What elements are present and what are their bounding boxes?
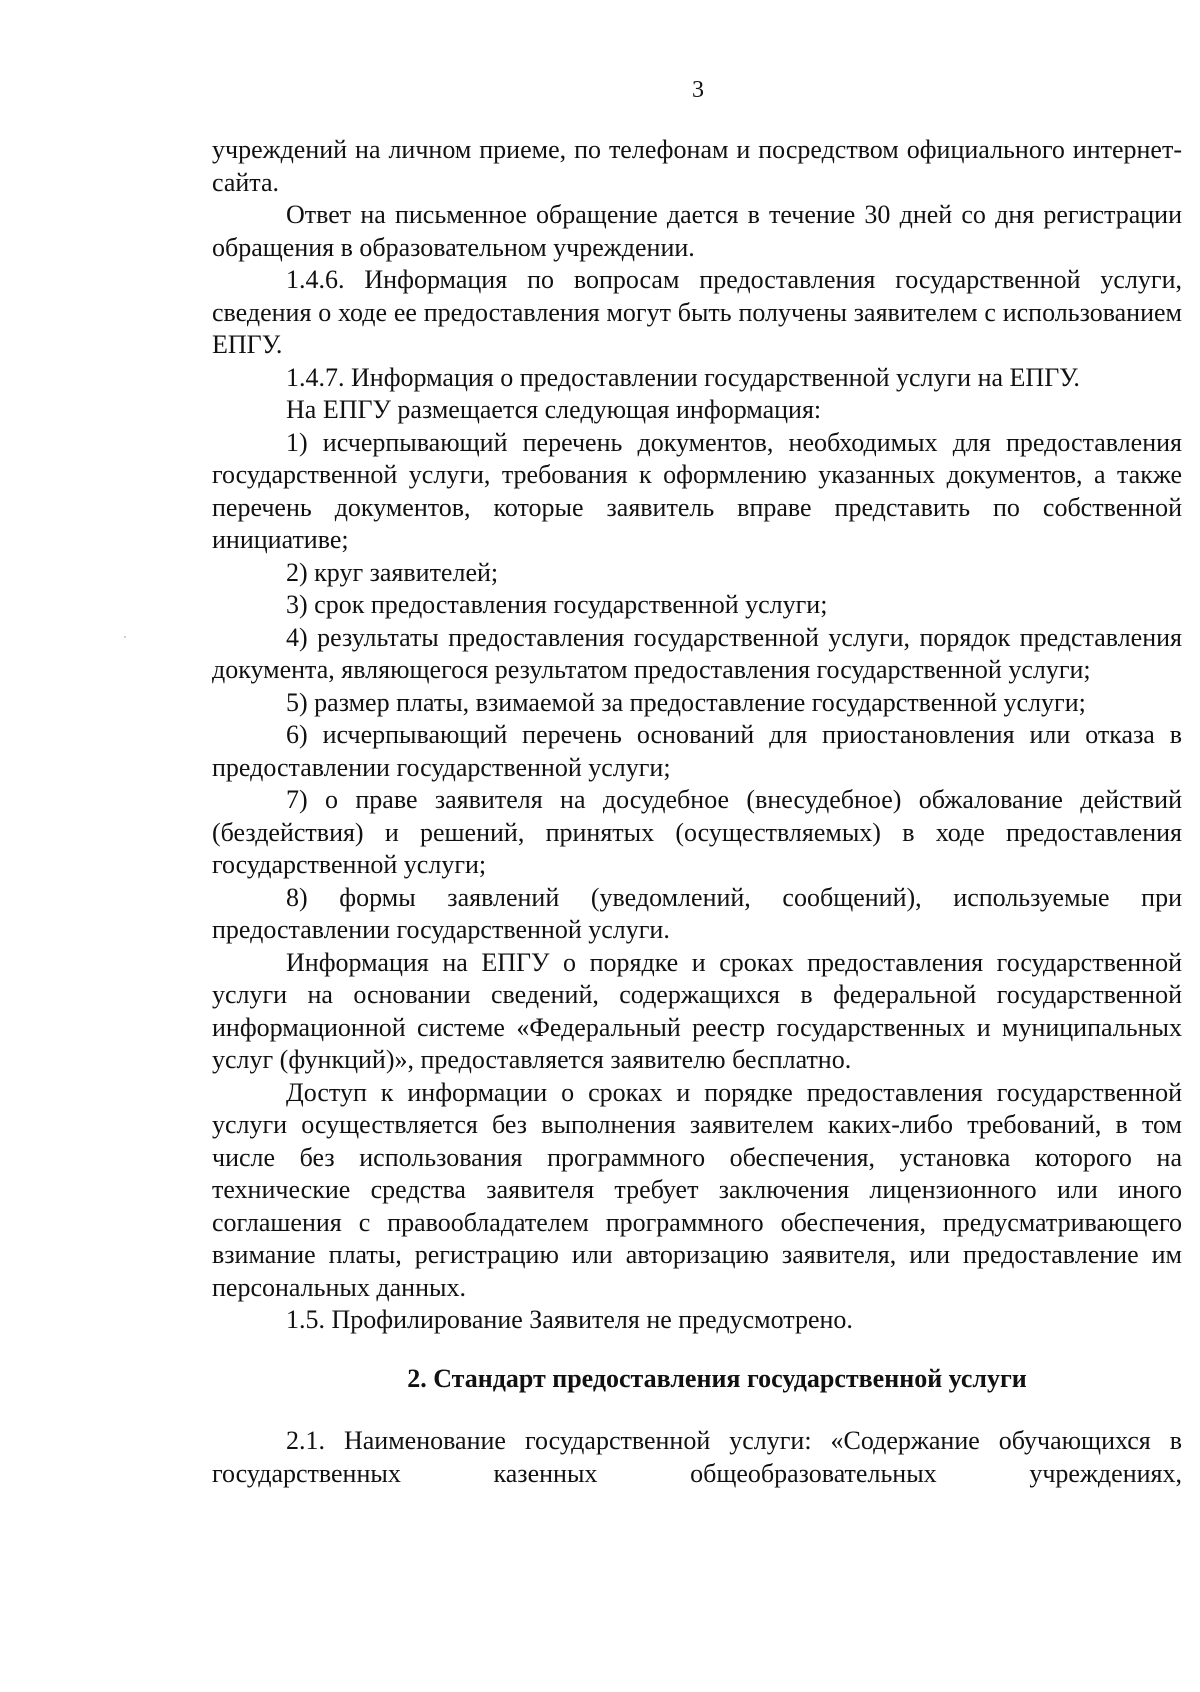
paragraph-1-5: 1.5. Профилирование Заявителя не предусмотрено. [286,1305,853,1334]
paragraph-1-4-7: 1.4.7. Информация о предоставлении государственной услуги на ЕПГУ. [286,362,1080,392]
list-item-3: 3) срок предоставления государственной услуги; [286,590,828,619]
paragraph-access-requirements: Доступ к информации о сроках и порядке предоставления государственной услуги осуществляется без выполнения заявителем каких-либо требований, в том числе без использования программного обеспечения, установка которого на технические средства заявителя требует заключения лицензионного или иного соглашения с правообладателем программного обеспечения, предусматривающего взимание платы, регистрацию или авторизацию заявителя, или предоставление им персональных данных. [212,1077,1182,1302]
paragraph-1-4-6: 1.4.6. Информация по вопросам предоставления государственной услуги, сведения о ходе ее предоставления могут быть получены заявителем с использованием ЕПГУ. [212,265,1182,359]
paragraph-epgu-info-intro: На ЕПГУ размещается следующая информация: [286,395,822,424]
list-item-8: 8) формы заявлений (уведомлений, сообщений), используемые при предоставлении государственной услуги. [212,882,1182,944]
paragraph-free-information: Информация на ЕПГУ о порядке и сроках предоставления государственной услуги на основании сведений, содержащихся в федеральной государственной информационной системе «Федеральный реестр государственных и муниципальных услуг (функций)», предоставляется заявителю бесплатно. [212,947,1182,1074]
page-number: 3 [692,77,704,103]
list-item-4: 4) результаты предоставления государственной услуги, порядок представления документа, являющегося результатом предоставления государственной услуги; [212,622,1182,684]
document-body [212,134,1182,1490]
paragraph-response-term: Ответ на письменное обращение дается в течение 30 дней со дня регистрации обращения в образовательном учреждении. [212,200,1182,262]
list-item-1: 1) исчерпывающий перечень документов, необходимых для предоставления государственной услуги, требования к оформлению указанных документов, а также перечень документов, которые заявитель вправе представить по собственной инициативе; [212,427,1182,554]
section-heading: 2. Стандарт предоставления государственной услуги [407,1363,1027,1393]
list-item-6: 6) исчерпывающий перечень оснований для приостановления или отказа в предоставлении государственной услуги; [212,720,1182,782]
list-item-5: 5) размер платы, взимаемой за предоставление государственной услуги; [286,687,1086,717]
paragraph-2-1: 2.1. Наименование государственной услуги: «Содержание обучающихся в государственных казенных общеобразовательных учреждениях, [212,1426,1182,1488]
paragraph-continuation: учреждений на личном приеме, по телефонам и посредством официального интернет-сайта. [212,135,1182,197]
list-item-2: 2) круг заявителей; [286,557,499,587]
list-item-7: 7) о праве заявителя на досудебное (внесудебное) обжалование действий (бездействия) и решений, принятых (осуществляемых) в ходе предоставления государственной услуги; [212,785,1182,879]
scan-artifact [124,636,126,638]
